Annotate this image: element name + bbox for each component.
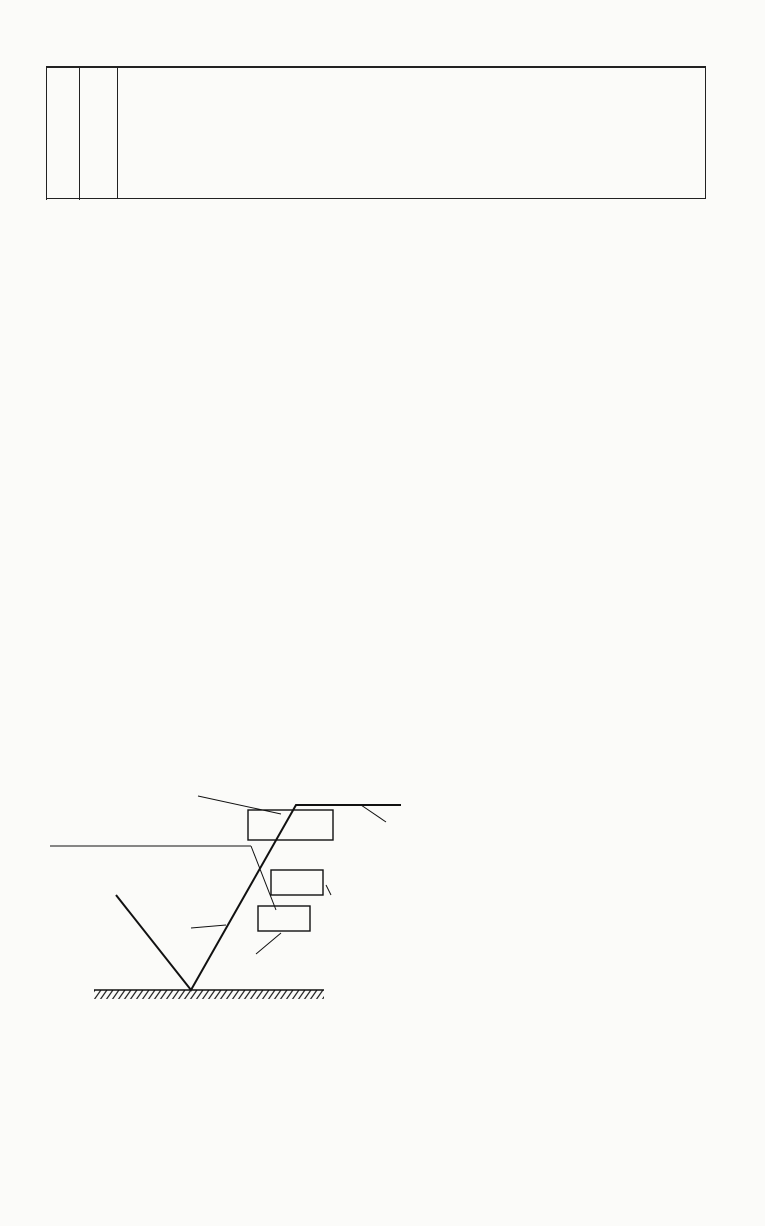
- leader-shelf: [361, 805, 386, 822]
- col-header-kvalitet: [47, 67, 80, 199]
- box-parameter: [258, 906, 310, 931]
- roughness-sign: [116, 805, 401, 990]
- leader-base: [326, 885, 331, 895]
- figure-roughness-sign: [46, 740, 456, 1025]
- col-header-interval: [118, 67, 706, 199]
- roughness-table: [46, 66, 706, 199]
- col-header-group: [80, 67, 118, 199]
- leader-direction: [256, 933, 281, 954]
- box-base-length: [271, 870, 323, 895]
- leader-processing: [198, 796, 281, 814]
- leader-sign: [191, 925, 226, 928]
- surface-hatching: [94, 990, 324, 999]
